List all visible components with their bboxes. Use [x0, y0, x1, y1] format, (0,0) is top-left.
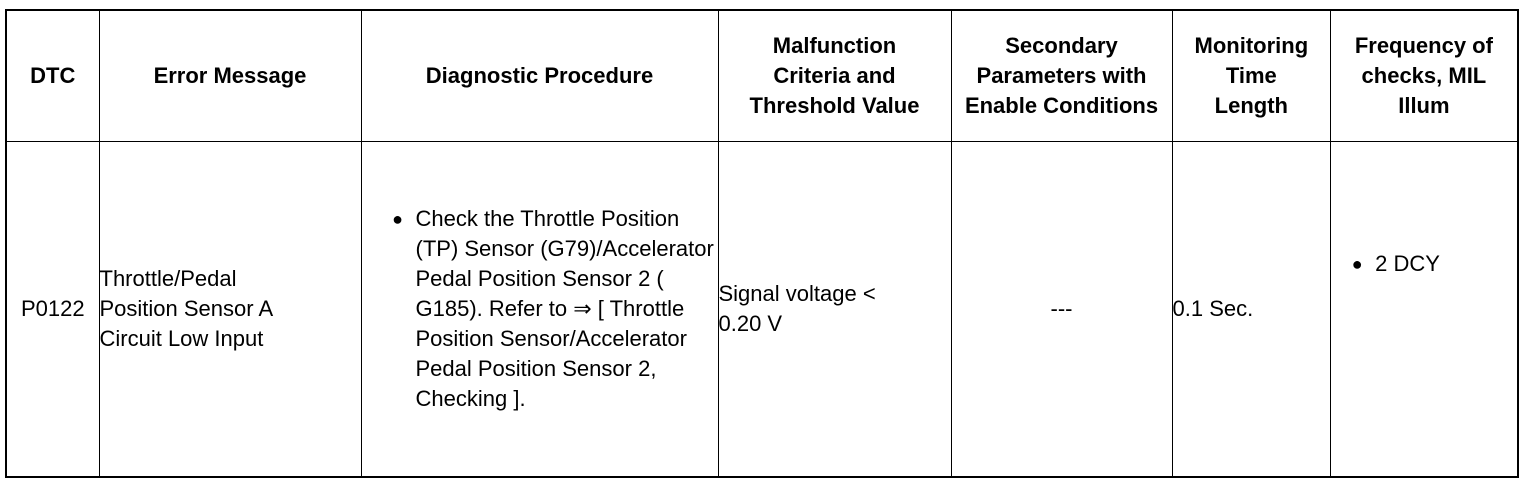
- cell-frequency: [1331, 142, 1518, 478]
- dtc-table-container: [5, 9, 1519, 478]
- table-row: [6, 142, 1518, 478]
- procedure-list-item: [362, 204, 718, 414]
- header-malfunction-criteria: Malfunction Criteria and Threshold Value: [718, 10, 951, 142]
- cell-error-message: [99, 142, 361, 478]
- procedure-text: Check the Throttle Position (TP) Sensor (G79)/Accelerator Pedal Position Sensor 2 ( G185). Refer to ⇒ [ Throttle Position Sensor/Accelerator Pedal Position Sensor 2, Checking ].: [415, 206, 714, 411]
- cell-monitoring-time: 0.1 Sec.: [1172, 142, 1331, 478]
- bullet-icon: ●: [392, 209, 403, 229]
- cell-malfunction-criteria: [718, 142, 951, 478]
- malfunction-criteria-text: Signal voltage < 0.20 V: [718, 281, 876, 336]
- frequency-text: 2 DCY: [1375, 251, 1440, 276]
- cell-dtc: P0122: [6, 142, 99, 478]
- header-dtc: DTC: [6, 10, 99, 142]
- frequency-list-item: [1331, 249, 1517, 279]
- header-frequency: Frequency of checks, MIL Illum: [1331, 10, 1518, 142]
- bullet-icon: ●: [1351, 254, 1363, 274]
- cell-diagnostic-procedure: [361, 142, 718, 478]
- header-secondary-parameters: Secondary Parameters with Enable Conditions: [951, 10, 1172, 142]
- header-diagnostic-procedure: Diagnostic Procedure: [361, 10, 718, 142]
- dtc-table: [5, 9, 1519, 478]
- header-error-message: Error Message: [99, 10, 361, 142]
- header-monitoring-time: Monitoring Time Length: [1172, 10, 1331, 142]
- header-row: [6, 10, 1518, 142]
- cell-secondary-parameters: ---: [951, 142, 1172, 478]
- error-message-text: Throttle/Pedal Position Sensor A Circuit Low Input: [99, 266, 272, 351]
